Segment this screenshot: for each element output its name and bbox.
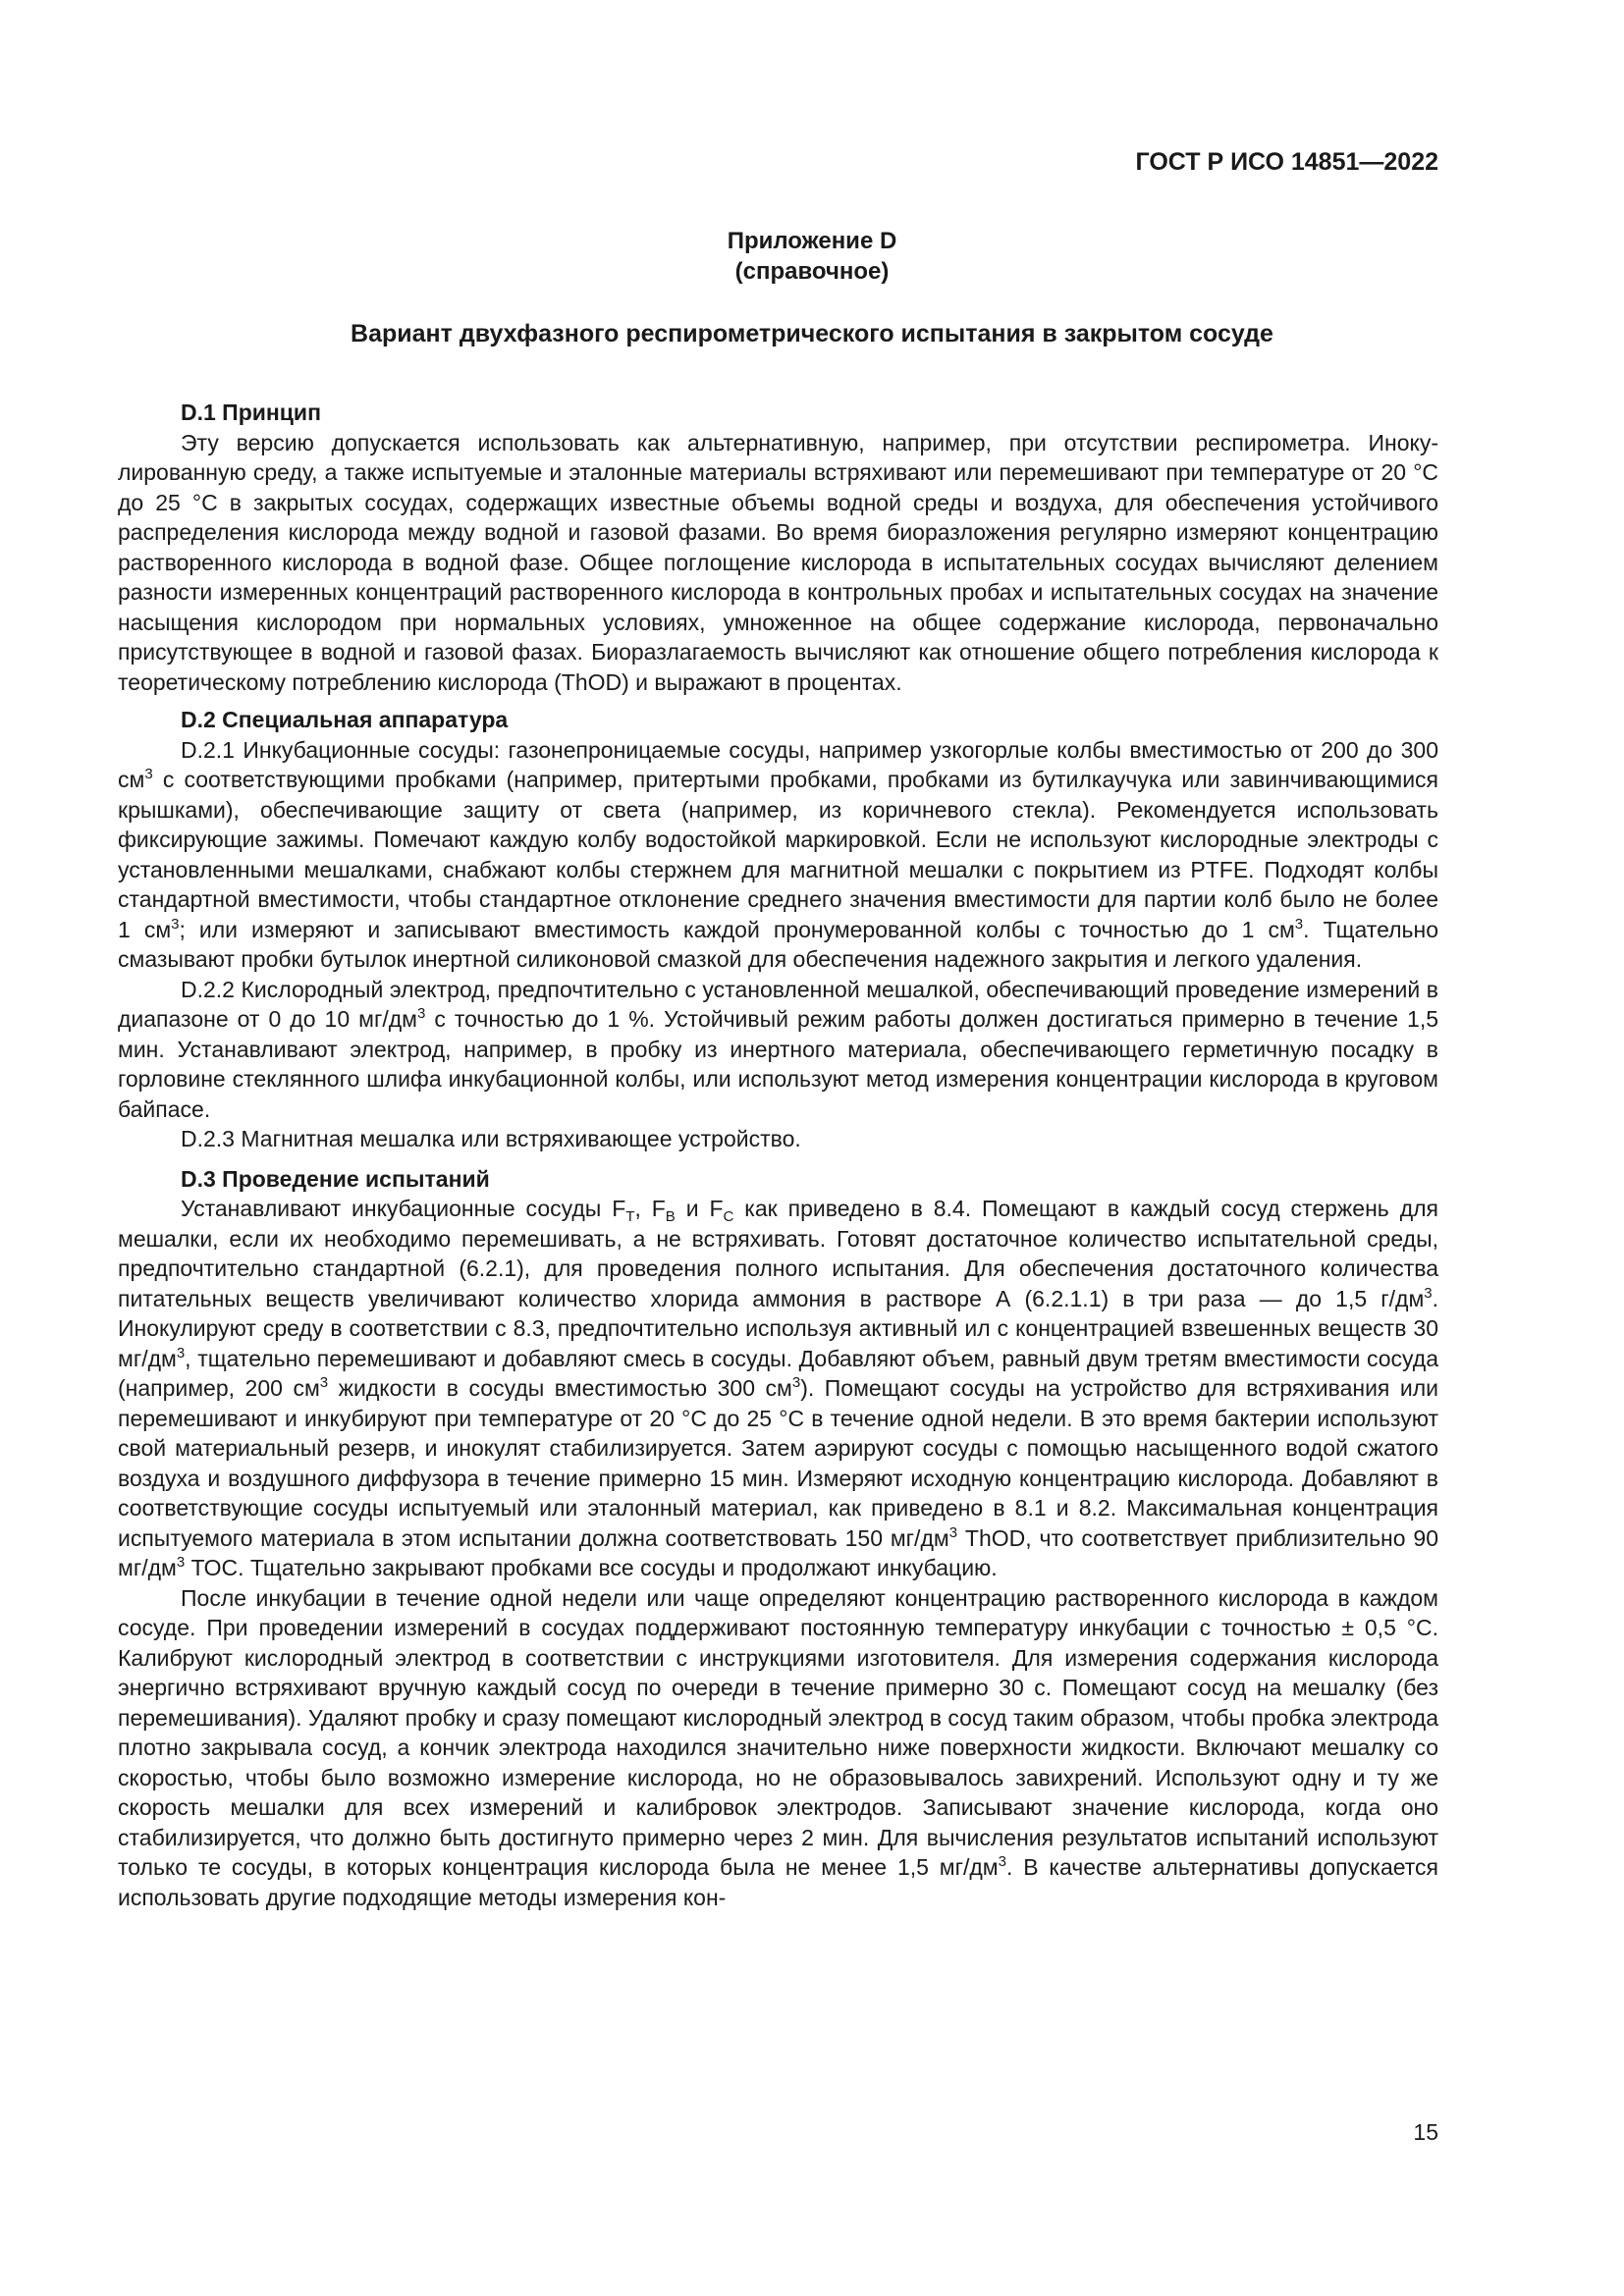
paragraph-d1-principle: Эту версию допускается использовать как альтернативную, например, при отсутствии респирометра. Инокулированную среду, а также испытуемые и эталонные материалы встряхивают или перемешивают при температуре от 20 °С до 25 °С в закрытых сосудах, содержащих известные объемы водной среды и воздуха, для обеспечения устойчивого распределения кислорода между водной и газовой фазами. Во время биоразложения регулярно измеряют концентрацию растворенного кислорода в водной фазе. Общее поглощение кислорода в испытательных сосудах вычисляют делением разности измеренных концентраций растворенного кислорода в контрольных пробах и испытательных сосудах на значение насыщения кислородом при нормальных условиях, умноженное на общее содержание кислорода, первоначально присутствующее в водной и газовой фазах. Биоразлагаемость вычисляют как отношение общего потребления кислорода к теоретическому потреблению кислорода (ThOD) и выражают в процентах. (118, 429, 1438, 695)
paragraph-d2-1: D.2.1 Инкубационные сосуды: газонепроницаемые сосуды, например узкогорлые колбы вместимостью от 200 до 300 $см^3$ с соответствующими пробками (например, притертыми пробками, пробками из бутилкаучука или завинчивающимися крышками), обеспечивающие защиту от света (например, из коричневого стекла). Рекомендуется использовать фиксирующие зажимы. Помечают каждую колбу водостойкой маркировкой. Если не используют кислородные электроды с установленными мешалками, снабжают колбы стержнем для магнитной мешалки с покрытием из PTFE. Подходят колбы стандартной вместимости, чтобы стандартное отклонение среднего значения вместимости для партии колб было не более 1 $см^3$; или измеряют и записывают вместимость каждой пронумерованной колбы с точностью до 1 $см^3$. Тщательно смазывают пробки бутылок инертной силиконовой смазкой для обеспечения надежного закрытия и легкого удаления. (118, 736, 1439, 972)
annex-title: Приложение D (727, 228, 897, 254)
paragraph-d3-1: Устанавливают инкубационные сосуды $F_T$, $F_B$ и $F_C$ как приведено в 8.4. Помещают в каждый сосуд стержень для мешалки, если их необходимо перемешивать, а не встряхивать. Готовят достаточное количество испытательной среды, предпочтительно стандартной (6.2.1), для проведения полного испытания. Для обеспечения достаточного количества питательных веществ увеличивают количество хлорида аммония в растворе А (6.2.1.1) в три раза — до 1,5 $г/дм^3$. Инокулируют среду в соответствии с 8.3, предпочтительно используя активный ил с концентрацией взвешенных веществ 30 $мг/дм^3$, тщательно перемешивают и добавляют смесь в сосуды. Добавляют объем, равный двум третям вместимости сосуда (например, 200 $см^3$ жидкости в сосуды вместимостью 300 $см^3$). Помещают сосуды на устройство для встряхивания или перемешивают и инкубируют при температуре от 20 °С до 25 °С в течение одной недели. В это время бактерии используют свой материальный резерв, и инокулят стабилизируется. Затем аэрируют сосуды с помощью насыщенного водой сжатого воздуха и воздушного диффузора в течение примерно 15 мин. Измеряют исходную концентрацию кислорода. Добавляют в соответствующие сосуды испытуемый или эталонный материал, как приведено в 8.1 и 8.2. Максимальная концентрация испытуемого материала в этом испытании должна соответствовать 150 $мг/дм^3$ ThOD, что соответствует приблизительно 90 $мг/дм^3$ ТОС. Тщательно закрывают пробками все сосуды и продолжают инкубацию. (118, 1196, 1439, 1580)
section-heading-d1: D.1 Принцип (181, 400, 321, 425)
document-code: ГОСТ Р ИСО 14851—2022 (1135, 148, 1438, 176)
paragraph-d2-2: D.2.2 Кислородный электрод, предпочтительно с установленной мешалкой, обеспечивающий проведение измерений в диапазоне от 0 до 10 $мг/дм^3$ с точностью до 1 %. Устойчивый режим работы должен достигаться примерно в течение 1,5 мин. Устанавливают электрод, например, в пробку из инертного материала, обеспечивающего герметичную посадку в горловине стеклянного шлифа инкубационной колбы, или используют метод измерения концентрации кислорода в круговом байпасе. (118, 976, 1438, 1122)
paragraph-d2-3: D.2.3 Магнитная мешалка или встряхивающее устройство. (181, 1126, 801, 1151)
section-heading-d3: D.3 Проведение испытаний (181, 1165, 490, 1192)
paragraph-d3-2: После инкубации в течение одной недели или чаще определяют концентрацию растворенного кислорода в каждом сосуде. При проведении измерений в сосудах поддерживают постоянную температуру инкубации с точностью ± 0,5 °С. Калибруют кислородный электрод в соответствии с инструкциями изготовителя. Для измерения содержания кислорода энергично встряхивают вручную каждый сосуд по очереди в течение примерно 30 с. Помещают сосуд на мешалку (без перемешивания). Удаляют пробку и сразу помещают кислородный электрод в сосуд таким образом, чтобы пробка электрода плотно закрывала сосуд, а кончик электрода находился значительно ниже поверхности жидкости. Включают мешалку со скоростью, чтобы было возможно измерение кислорода, но не образовывалось завихрений. Используют одну и ту же скорость мешалки для всех измерений и калибровок электродов. Записывают значение кислорода, когда оно стабилизируется, что должно быть достигнуто примерно через 2 мин. Для вычисления результатов испытаний используют только те сосуды, в которых концентрация кислорода была не менее 1,5 $мг/дм^3$. В качестве альтернативы допускается использовать другие подходящие методы измерения кон- (118, 1584, 1438, 1910)
annex-heading (0, 226, 1624, 287)
section-heading-d2: D.2 Специальная аппаратура (181, 707, 509, 732)
document-title: Вариант двухфазного респирометрического испытания в закрытом сосуде (351, 320, 1273, 347)
annex-type: (справочное) (734, 258, 890, 285)
document-body (118, 398, 1438, 1912)
page-number: 15 (1413, 2119, 1438, 2145)
